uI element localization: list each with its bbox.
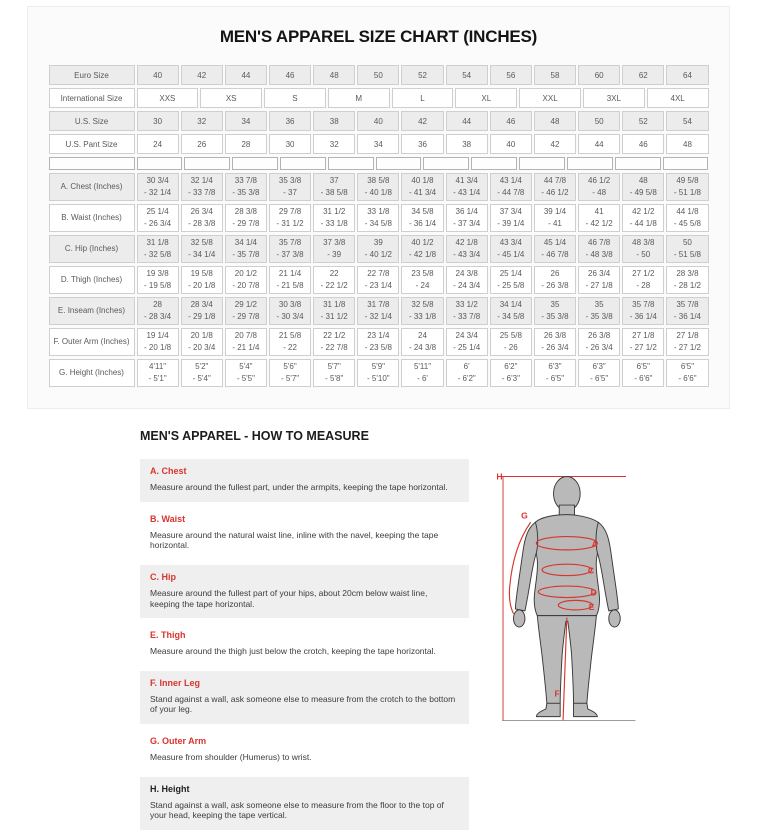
measure-item	[140, 565, 469, 618]
measure-row	[49, 266, 709, 294]
measure-cell: 4'11" - 5'1"	[137, 359, 179, 387]
measure-cell: 30 3/4 - 32 1/4	[137, 173, 179, 201]
measure-cell: 31 1/8 - 32 5/8	[137, 235, 179, 263]
size-cell: XXS	[137, 88, 199, 108]
row-label: International Size	[49, 88, 135, 108]
measure-row	[49, 297, 709, 325]
how-to-measure-section	[140, 425, 645, 835]
size-header-row	[49, 111, 709, 131]
measure-item	[140, 777, 469, 830]
size-cell: 40	[490, 134, 532, 154]
size-input-box[interactable]	[280, 157, 326, 170]
measure-row-cells	[137, 266, 709, 294]
size-cell: M	[328, 88, 390, 108]
measure-cell: 43 1/4 - 44 7/8	[490, 173, 532, 201]
size-cell: 46	[622, 134, 664, 154]
measure-cell: 32 5/8 - 34 1/4	[181, 235, 223, 263]
measure-cell: 20 7/8 - 21 1/4	[225, 328, 267, 356]
size-cell: 40	[137, 65, 179, 85]
measure-cell: 26 3/4 - 28 3/8	[181, 204, 223, 232]
size-input-box[interactable]	[567, 157, 613, 170]
figure-right-hand	[609, 610, 620, 627]
size-cell: 44	[225, 65, 267, 85]
measure-cell: 25 1/4 - 25 5/8	[490, 266, 532, 294]
measure-item	[140, 623, 469, 666]
measure-cell: 42 1/2 - 44 1/8	[622, 204, 664, 232]
measure-cell: 6'5" - 6'6"	[622, 359, 664, 387]
measure-cell: 34 5/8 - 36 1/4	[401, 204, 443, 232]
measure-cell: 21 5/8 - 22	[269, 328, 311, 356]
size-row-cells	[137, 111, 709, 131]
measure-row-cells	[137, 328, 709, 356]
size-cell: 30	[137, 111, 179, 131]
measure-row	[49, 235, 709, 263]
size-header-row	[49, 88, 709, 108]
size-cell: 56	[490, 65, 532, 85]
size-cell: 40	[357, 111, 399, 131]
size-input-box[interactable]	[49, 157, 135, 170]
figure-label-thigh: E	[588, 601, 595, 612]
size-cell: 38	[446, 134, 488, 154]
measure-cell: 19 5/8 - 20 1/8	[181, 266, 223, 294]
size-input-box[interactable]	[184, 157, 230, 170]
measure-cell: 27 1/8 - 27 1/2	[666, 328, 708, 356]
size-chart-section	[27, 6, 730, 409]
measure-cell: 21 1/4 - 21 5/8	[269, 266, 311, 294]
size-cell: S	[264, 88, 326, 108]
measure-row	[49, 328, 709, 356]
measure-cell: 49 5/8 - 51 1/8	[666, 173, 708, 201]
measure-row-cells	[137, 359, 709, 387]
measure-item	[140, 671, 469, 724]
measure-cell: 35 7/8 - 36 1/4	[622, 297, 664, 325]
measure-cell: 27 1/2 - 28	[622, 266, 664, 294]
size-input-box[interactable]	[519, 157, 565, 170]
measure-cell: 31 1/8 - 31 1/2	[313, 297, 355, 325]
measure-cell: 39 - 40 1/2	[357, 235, 399, 263]
figure-label-chest: A	[591, 539, 598, 550]
size-cell: XXL	[519, 88, 581, 108]
measure-item-description: Measure around the thigh just below the crotch, keeping the tape horizontal.	[150, 646, 436, 657]
measure-cell: 35 7/8 - 37 3/8	[269, 235, 311, 263]
size-cell: 42	[181, 65, 223, 85]
measure-cell: 26 3/4 - 27 1/8	[578, 266, 620, 294]
size-cell: 50	[357, 65, 399, 85]
measure-item-description: Measure around the fullest part, under the armpits, keeping the tape horizontal.	[150, 482, 448, 492]
measure-cell: 41 - 42 1/2	[578, 204, 620, 232]
measure-cell: 24 3/8 - 24 3/4	[446, 266, 488, 294]
measure-row	[49, 173, 709, 201]
measure-cell: 37 3/8 - 39	[313, 235, 355, 263]
measure-row	[49, 204, 709, 232]
measure-cell: 24 3/4 - 25 1/4	[446, 328, 488, 356]
row-label: G. Height (Inches)	[49, 359, 135, 387]
size-cell: 42	[534, 134, 576, 154]
measure-cell: 40 1/2 - 42 1/8	[401, 235, 443, 263]
size-cell: 48	[666, 134, 708, 154]
measure-cell: 26 - 26 3/8	[534, 266, 576, 294]
row-label: C. Hip (Inches)	[49, 235, 135, 263]
size-cell: 28	[225, 134, 267, 154]
measure-cell: 43 3/4 - 45 1/4	[490, 235, 532, 263]
size-cell: 60	[578, 65, 620, 85]
size-input-box[interactable]	[376, 157, 422, 170]
size-input-box[interactable]	[471, 157, 517, 170]
size-cell: 26	[181, 134, 223, 154]
measure-cell: 33 1/2 - 33 7/8	[446, 297, 488, 325]
measure-cell: 23 5/8 - 24	[401, 266, 443, 294]
figure-left-hand	[513, 610, 524, 627]
size-cell: 48	[313, 65, 355, 85]
measure-row-cells	[137, 204, 709, 232]
row-label: B. Waist (Inches)	[49, 204, 135, 232]
measure-item-label: E. Thigh	[150, 630, 186, 641]
measure-row-cells	[137, 235, 709, 263]
size-cell: L	[392, 88, 454, 108]
measure-cell: 46 7/8 - 48 3/8	[578, 235, 620, 263]
measure-item-description: Measure from shoulder (Humerus) to wrist.	[150, 752, 312, 762]
row-label: D. Thigh (Inches)	[49, 266, 135, 294]
size-cell: 58	[534, 65, 576, 85]
measure-cell: 40 1/8 - 41 3/4	[401, 173, 443, 201]
measure-cell: 50 - 51 5/8	[666, 235, 708, 263]
measure-cell: 48 - 49 5/8	[622, 173, 664, 201]
figure-right-foot	[574, 703, 598, 716]
measure-list	[140, 459, 469, 830]
measure-cell: 33 7/8 - 35 3/8	[225, 173, 267, 201]
size-header-row	[49, 65, 709, 85]
measure-cell: 31 7/8 - 32 1/4	[357, 297, 399, 325]
measure-cell: 5'7" - 5'8"	[313, 359, 355, 387]
size-cell: XS	[200, 88, 262, 108]
measure-cell: 44 7/8 - 46 1/2	[534, 173, 576, 201]
size-cell: 30	[269, 134, 311, 154]
measure-cell: 20 1/2 - 20 7/8	[225, 266, 267, 294]
measure-cell: 28 3/8 - 29 7/8	[225, 204, 267, 232]
measure-cell: 29 1/2 - 29 7/8	[225, 297, 267, 325]
size-row-cells	[137, 88, 709, 108]
measure-cell: 42 1/8 - 43 3/4	[446, 235, 488, 263]
figure-label-hip: D	[590, 587, 597, 598]
measure-cell: 5'9" - 5'10"	[357, 359, 399, 387]
size-cell: 46	[269, 65, 311, 85]
measure-cell: 28 3/4 - 29 1/8	[181, 297, 223, 325]
measure-cell: 34 1/4 - 34 5/8	[490, 297, 532, 325]
measure-cell: 6'5" - 6'6"	[666, 359, 708, 387]
size-cell: 48	[534, 111, 576, 131]
size-cell: 46	[490, 111, 532, 131]
measure-cell: 46 1/2 - 48	[578, 173, 620, 201]
figure-label-height: H	[496, 471, 503, 482]
measure-item	[140, 729, 469, 772]
page	[0, 6, 757, 835]
size-cell: 4XL	[647, 88, 709, 108]
body-diagram	[483, 459, 645, 757]
measure-cell: 35 3/8 - 37	[269, 173, 311, 201]
row-label: A. Chest (Inches)	[49, 173, 135, 201]
measure-cell: 6'2" - 6'3"	[490, 359, 532, 387]
measure-cell: 37 - 38 5/8	[313, 173, 355, 201]
size-cell: 50	[578, 111, 620, 131]
figure-label-inner-leg: F	[554, 688, 560, 699]
measure-cell: 35 - 35 3/8	[578, 297, 620, 325]
measure-item-label: C. Hip	[150, 571, 176, 582]
measure-cell: 23 1/4 - 23 5/8	[357, 328, 399, 356]
size-cell: 44	[446, 111, 488, 131]
size-cell: 34	[357, 134, 399, 154]
measure-item	[140, 459, 469, 502]
size-cell: 44	[578, 134, 620, 154]
measure-cell: 26 3/8 - 26 3/4	[534, 328, 576, 356]
size-chart-table	[49, 65, 709, 387]
how-to-measure-title: MEN'S APPAREL - HOW TO MEASURE	[140, 429, 369, 443]
measure-cell: 33 1/8 - 34 5/8	[357, 204, 399, 232]
measure-cell: 30 3/8 - 30 3/4	[269, 297, 311, 325]
measure-item-description: Stand against a wall, ask someone else to measure from the crotch to the bottom of your leg.	[150, 693, 456, 715]
measure-item-label: G. Outer Arm	[150, 736, 207, 746]
size-input-box[interactable]	[615, 157, 661, 170]
measure-item-label: B. Waist	[150, 513, 186, 524]
measure-item-description: Stand against a wall, ask someone else to measure from the floor to the top of your head, keeping the tape vertical.	[150, 799, 444, 821]
size-chart-title: MEN'S APPAREL SIZE CHART (INCHES)	[219, 27, 538, 46]
size-cell: 36	[269, 111, 311, 131]
measure-cell: 39 1/4 - 41	[534, 204, 576, 232]
measure-cell: 19 1/4 - 20 1/8	[137, 328, 179, 356]
size-cell: 24	[137, 134, 179, 154]
size-input-box[interactable]	[137, 157, 183, 170]
measure-cell: 6'3" - 6'5"	[578, 359, 620, 387]
measure-cell: 37 3/4 - 39 1/4	[490, 204, 532, 232]
measure-cell: 38 5/8 - 40 1/8	[357, 173, 399, 201]
row-label: Euro Size	[49, 65, 135, 85]
size-cell: XL	[455, 88, 517, 108]
row-label: E. Inseam (Inches)	[49, 297, 135, 325]
row-label: U.S. Pant Size	[49, 134, 135, 154]
measure-cell: 44 1/8 - 45 5/8	[666, 204, 708, 232]
measure-cell: 24 - 24 3/8	[401, 328, 443, 356]
measure-cell: 26 3/8 - 26 3/4	[578, 328, 620, 356]
measure-row-cells	[137, 297, 709, 325]
figure-left-foot	[536, 703, 560, 716]
size-input-box[interactable]	[423, 157, 469, 170]
size-cell: 52	[401, 65, 443, 85]
measure-instructions	[140, 425, 469, 835]
measure-row	[49, 359, 709, 387]
size-input-row	[49, 157, 709, 170]
size-header-row	[49, 134, 709, 154]
size-row-cells	[137, 134, 709, 154]
measure-item	[140, 507, 469, 560]
size-cell: 36	[401, 134, 443, 154]
measure-cell: 36 1/4 - 37 3/4	[446, 204, 488, 232]
size-cell: 54	[446, 65, 488, 85]
measure-row-cells	[137, 173, 709, 201]
measure-cell: 28 - 28 3/4	[137, 297, 179, 325]
measure-item-label: H. Height	[150, 783, 190, 794]
measure-cell: 31 1/2 - 33 1/8	[313, 204, 355, 232]
measure-cell: 22 7/8 - 23 1/4	[357, 266, 399, 294]
measure-cell: 25 5/8 - 26	[490, 328, 532, 356]
measure-cell: 34 1/4 - 35 7/8	[225, 235, 267, 263]
measure-cell: 48 3/8 - 50	[622, 235, 664, 263]
size-cell: 3XL	[583, 88, 645, 108]
size-cell: 64	[666, 65, 708, 85]
measure-cell: 45 1/4 - 46 7/8	[534, 235, 576, 263]
measurement-figure	[483, 459, 645, 835]
measure-cell: 32 1/4 - 33 7/8	[181, 173, 223, 201]
size-cell: 42	[401, 111, 443, 131]
row-label: U.S. Size	[49, 111, 135, 131]
measure-cell: 25 1/4 - 26 3/4	[137, 204, 179, 232]
size-cell: 32	[313, 134, 355, 154]
size-row-cells	[137, 65, 709, 85]
body-silhouette	[513, 476, 620, 716]
measure-cell: 5'4" - 5'5"	[225, 359, 267, 387]
size-input-box[interactable]	[232, 157, 278, 170]
measure-item-description: Measure around the fullest part of your hips, about 20cm below waist line, keeping the tape horizontal.	[150, 587, 428, 609]
measure-cell: 29 7/8 - 31 1/2	[269, 204, 311, 232]
size-cell: 32	[181, 111, 223, 131]
measure-item-description: Measure around the natural waist line, inline with the navel, keeping the tape horizontal.	[150, 529, 439, 551]
size-input-box[interactable]	[663, 157, 709, 170]
measure-cell: 35 - 35 3/8	[534, 297, 576, 325]
row-label: F. Outer Arm (Inches)	[49, 328, 135, 356]
measure-cell: 41 3/4 - 43 1/4	[446, 173, 488, 201]
measure-cell: 28 3/8 - 28 1/2	[666, 266, 708, 294]
measure-cell: 5'6" - 5'7"	[269, 359, 311, 387]
measure-cell: 22 1/2 - 22 7/8	[313, 328, 355, 356]
size-cell: 54	[666, 111, 708, 131]
measure-cell: 6'3" - 6'5"	[534, 359, 576, 387]
measure-cell: 32 5/8 - 33 1/8	[401, 297, 443, 325]
measure-item-label: F. Inner Leg	[150, 677, 201, 688]
measure-cell: 5'11" - 6'	[401, 359, 443, 387]
size-cell: 34	[225, 111, 267, 131]
measure-cell: 5'2" - 5'4"	[181, 359, 223, 387]
measure-item-label: A. Chest	[150, 466, 187, 476]
measure-cell: 27 1/8 - 27 1/2	[622, 328, 664, 356]
measure-cell: 22 - 22 1/2	[313, 266, 355, 294]
measure-cell: 20 1/8 - 20 3/4	[181, 328, 223, 356]
measure-cell: 35 7/8 - 36 1/4	[666, 297, 708, 325]
size-input-cells	[137, 157, 709, 170]
size-cell: 62	[622, 65, 664, 85]
measure-cell: 6' - 6'2"	[446, 359, 488, 387]
size-cell: 38	[313, 111, 355, 131]
measure-cell: 19 3/8 - 19 5/8	[137, 266, 179, 294]
size-input-box[interactable]	[328, 157, 374, 170]
size-cell: 52	[622, 111, 664, 131]
figure-label-outer-arm: G	[521, 510, 528, 521]
figure-label-waist: C	[587, 565, 595, 576]
